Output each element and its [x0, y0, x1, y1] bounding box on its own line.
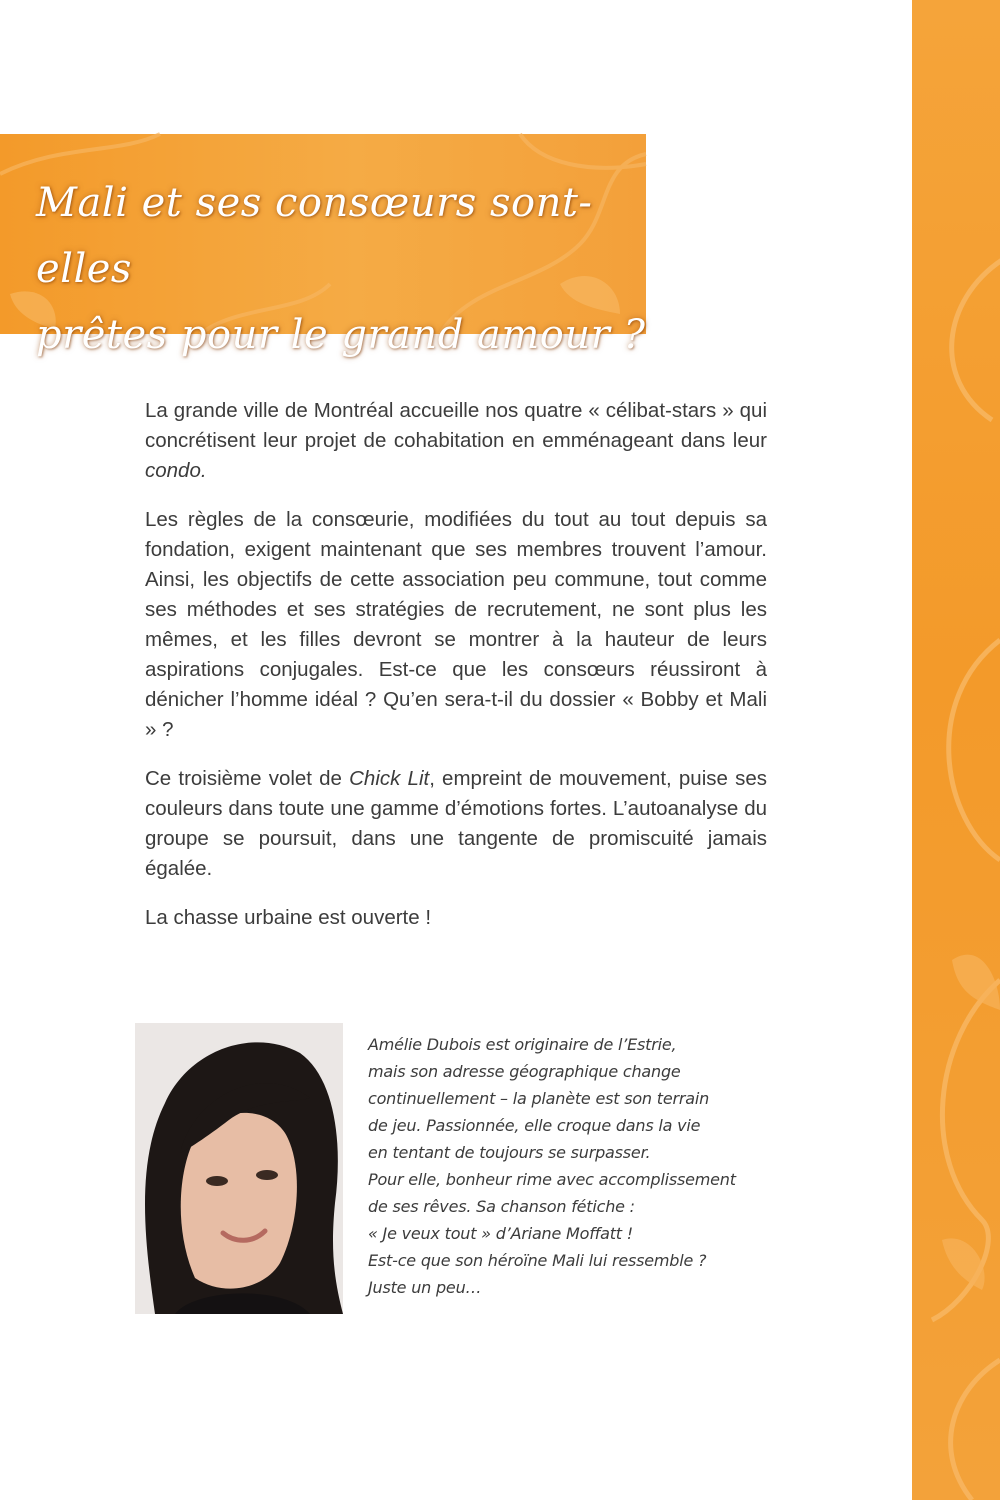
author-portrait-icon	[135, 1023, 343, 1314]
bio-line: Est-ce que son héroïne Mali lui ressemble ?	[368, 1251, 707, 1270]
title-line-1: Mali et ses consœurs sont-elles	[36, 180, 593, 292]
emphasis-text: Chick Lit	[349, 767, 430, 790]
bio-line: en tentant de toujours se surpasser.	[368, 1143, 651, 1162]
title-banner	[0, 134, 646, 358]
swirl-ornament-icon	[912, 0, 1000, 1500]
paragraph-text: La grande ville de Montréal accueille nos quatre « célibat-stars » qui concrétisent leur projet de cohabitation en emménageant dans leur	[145, 399, 767, 452]
author-bio	[368, 1031, 788, 1301]
summary-paragraph-4: La chasse urbaine est ouverte !	[145, 906, 432, 929]
paragraph-text: Ce troisième volet de	[145, 767, 350, 790]
title-line-2: prêtes pour le grand amour ?	[36, 312, 646, 358]
summary-paragraph-2: Les règles de la consœurie, modifiées du tout au tout depuis sa fondation, exigent maintenant que ses membres trouvent l’amour. Ainsi, les objectifs de cette association peu commune, tout comme ses méthodes et ses stratégies de recrutement, ne sont plus les mêmes, et les filles devront se montrer à la hauteur de leurs aspirations conjugales. Est-ce que les consœurs réussiront à dénicher l’homme idéal ? Qu’en sera-t-il du dossier « Bobby et Mali » ?	[145, 508, 767, 741]
summary-text	[145, 396, 767, 952]
bio-line: Juste un peu…	[368, 1278, 482, 1297]
emphasis-text: condo.	[145, 459, 207, 482]
bio-line: Pour elle, bonheur rime avec accomplissement	[368, 1170, 736, 1189]
summary-paragraph-1	[145, 396, 767, 486]
side-decorative-band	[912, 0, 1000, 1500]
author-photo	[135, 1023, 343, 1314]
bio-line: Amélie Dubois est originaire de l’Estrie,	[368, 1035, 677, 1054]
bio-line: de ses rêves. Sa chanson fétiche :	[368, 1197, 635, 1216]
bio-line: continuellement – la planète est son terrain	[368, 1089, 710, 1108]
paragraph-text: , empreint de mouvement, puise ses couleurs dans toute une gamme d’émotions fortes. L’autoanalyse du groupe se poursuit, dans une tangente de promiscuité jamais égalée.	[145, 767, 767, 880]
bio-line: mais son adresse géographique change	[368, 1062, 681, 1081]
bio-line: « Je veux tout » d’Ariane Moffatt !	[368, 1224, 633, 1243]
bio-line: de jeu. Passionnée, elle croque dans la vie	[368, 1116, 701, 1135]
summary-paragraph-3	[145, 764, 767, 884]
page-title	[36, 170, 646, 368]
